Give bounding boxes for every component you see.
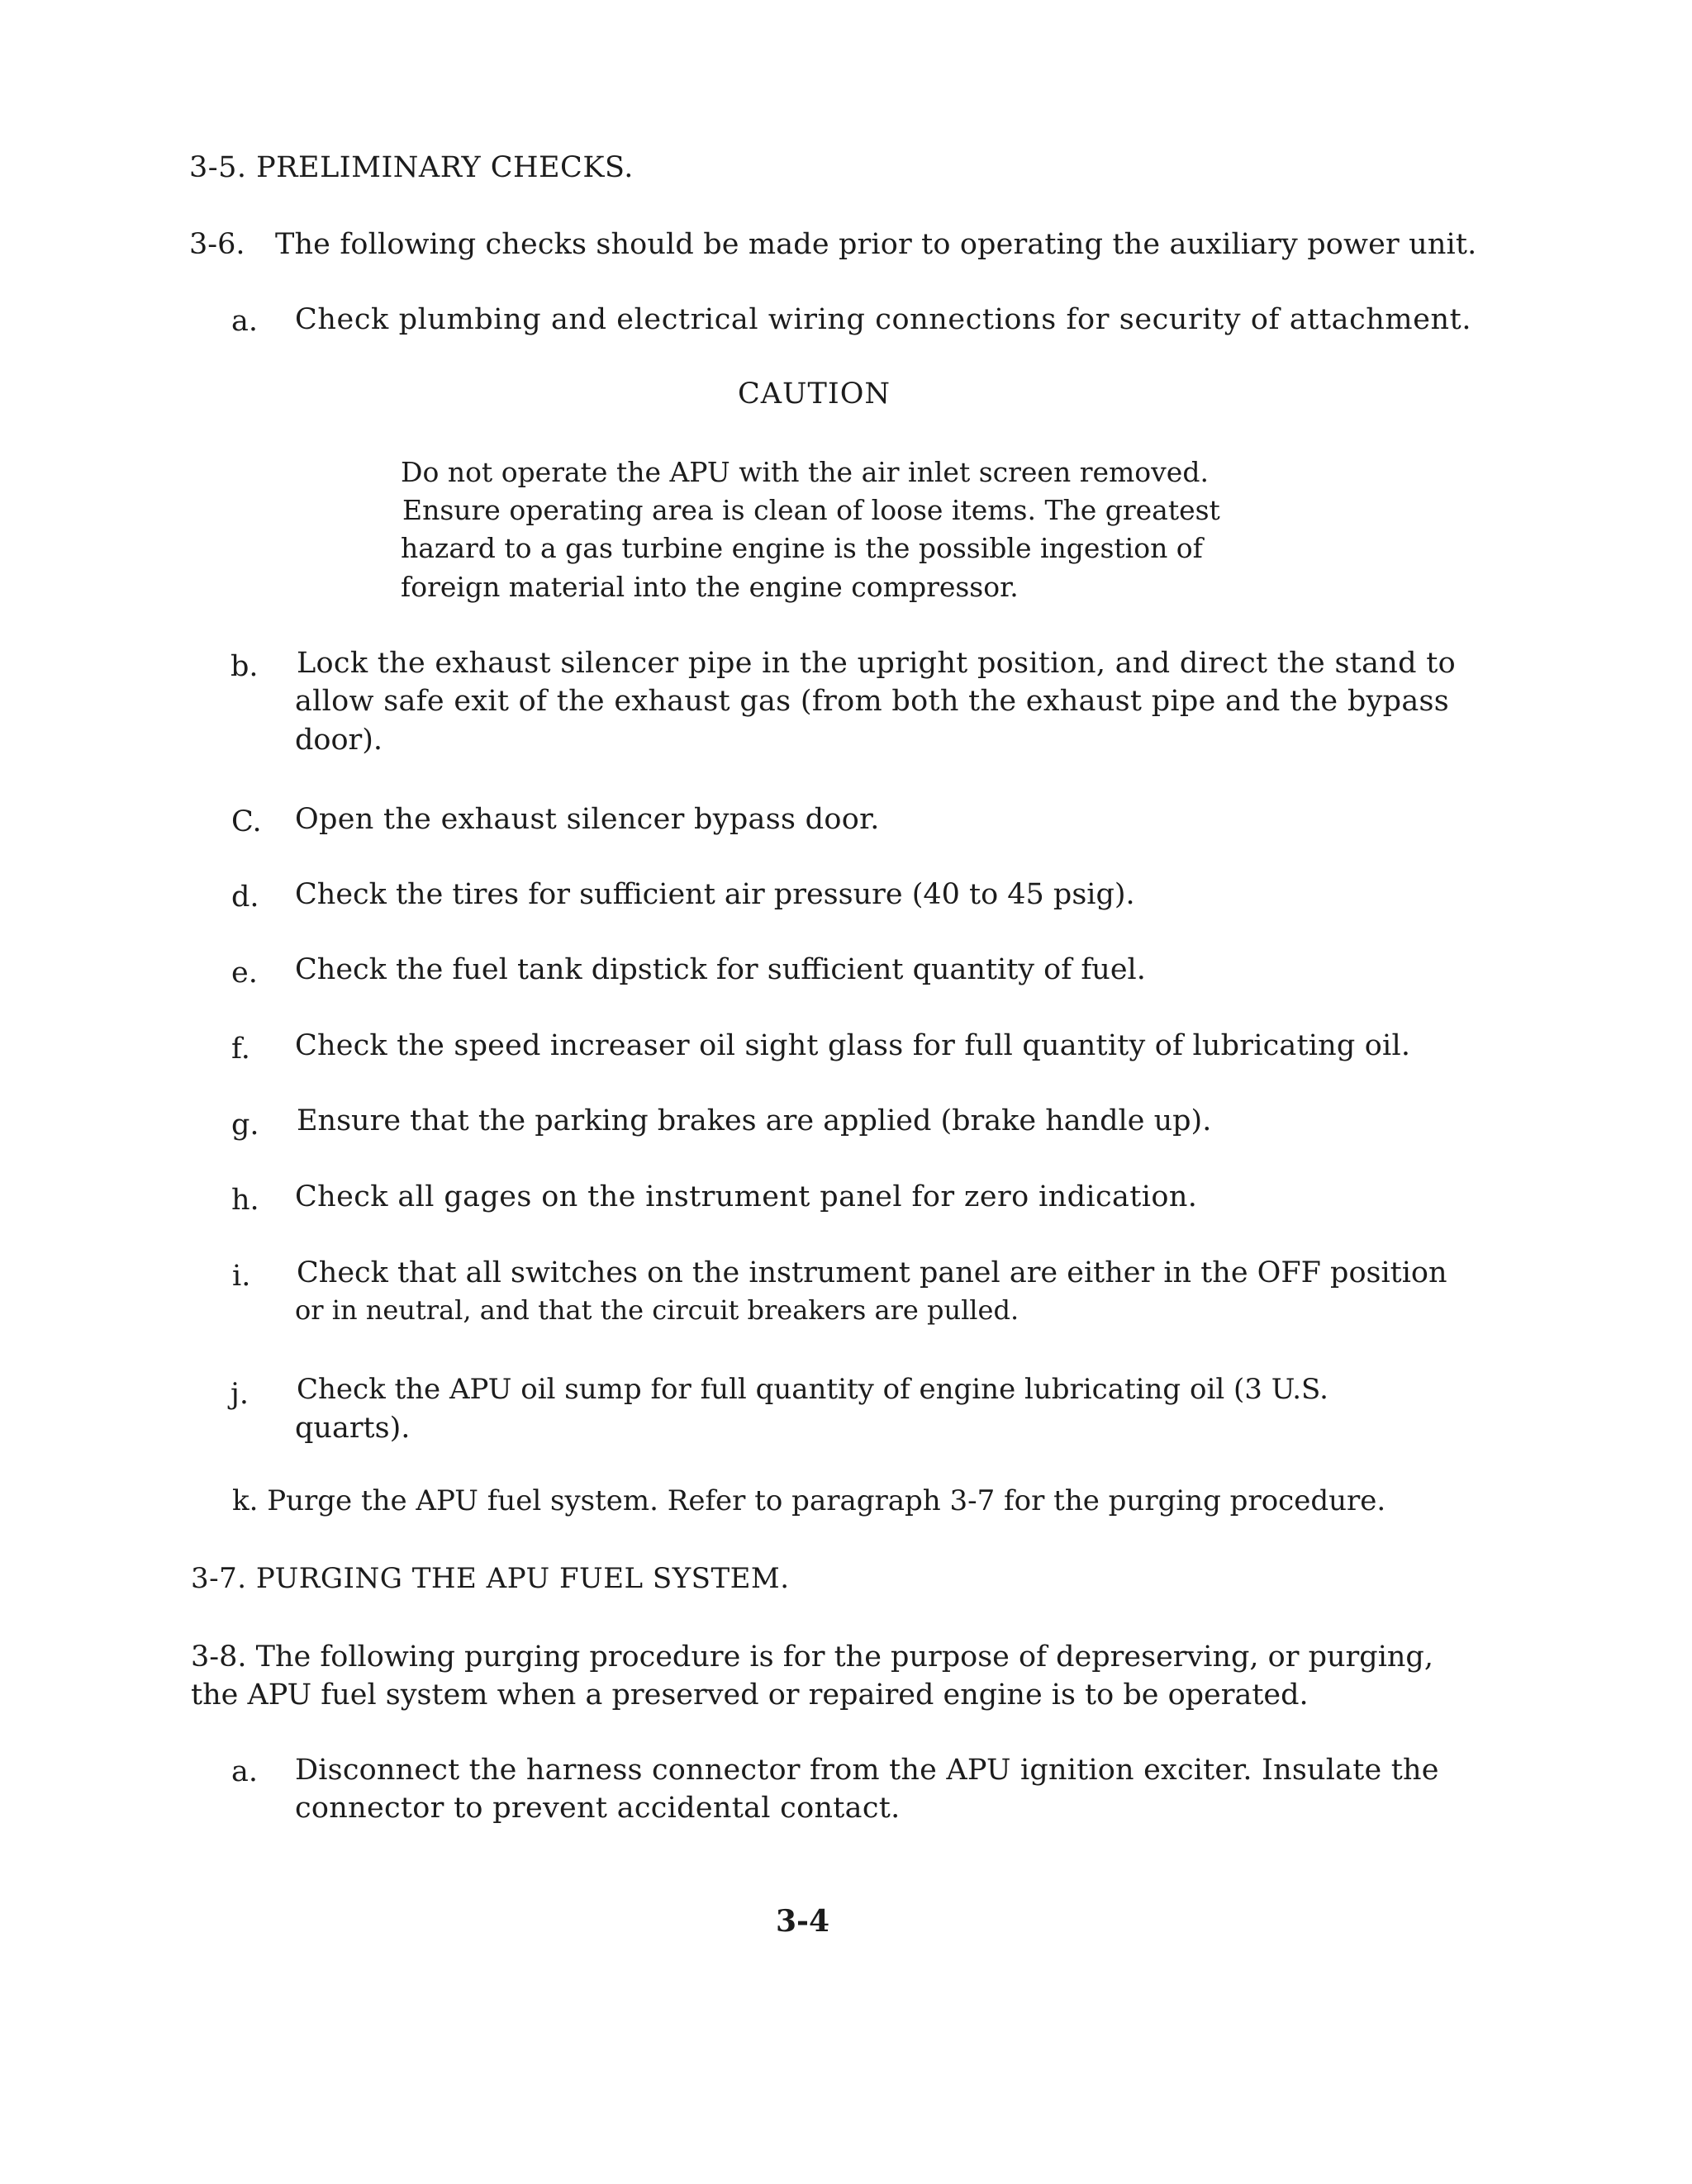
check-text-b-line-2: allow safe exit of the exhaust gas (from both the exhaust pipe and the bypass [295, 685, 1450, 718]
check-marker-c: C. [231, 805, 262, 838]
check-text-i-line-2: or in neutral, and that the circuit breakers are pulled. [295, 1294, 1019, 1326]
check-text-j-line-2: quarts). [295, 1412, 411, 1445]
check-marker-a: a. [231, 305, 258, 338]
page-number: 3-4 [776, 1904, 830, 1939]
purging-step-text-a-line-2: connector to prevent accidental contact. [295, 1792, 901, 1825]
paragraph-text-3-8-line-1: 3-8. The following purging procedure is for the purpose of depreserving, or purging, [191, 1640, 1433, 1674]
caution-line-2: Ensure operating area is clean of loose items. The greatest [402, 494, 1220, 526]
caution-title: CAUTION [738, 377, 891, 411]
check-text-c: Open the exhaust silencer bypass door. [295, 803, 880, 836]
purging-step-text-a-line-1: Disconnect the harness connector from the APU ignition exciter. Insulate the [295, 1754, 1439, 1787]
check-marker-d: d. [231, 881, 259, 914]
check-text-i-line-1: Check that all switches on the instrument panel are either in the OFF position [297, 1256, 1447, 1289]
check-text-g: Ensure that the parking brakes are applied (brake handle up). [297, 1104, 1212, 1137]
check-marker-j: j. [231, 1378, 249, 1411]
check-marker-i: i. [232, 1260, 251, 1293]
check-text-k: k. Purge the APU fuel system. Refer to paragraph 3-7 for the purging procedure. [232, 1484, 1386, 1517]
check-text-f: Check the speed increaser oil sight glass for full quantity of lubricating oil. [295, 1029, 1411, 1062]
check-text-d: Check the tires for sufficient air pressure (40 to 45 psig). [295, 878, 1135, 911]
check-text-j-line-1: Check the APU oil sump for full quantity of engine lubricating oil (3 U.S. [297, 1373, 1328, 1406]
caution-line-1: Do not operate the APU with the air inlet screen removed. [401, 456, 1209, 488]
check-marker-f: f. [231, 1033, 250, 1066]
caution-line-3: hazard to a gas turbine engine is the possible ingestion of [401, 532, 1203, 564]
section-heading-3-7: 3-7. PURGING THE APU FUEL SYSTEM. [191, 1562, 790, 1595]
check-marker-e: e. [231, 957, 258, 990]
paragraph-text-3-8-line-2: the APU fuel system when a preserved or repaired engine is to be operated. [191, 1678, 1309, 1712]
check-text-b-line-1: Lock the exhaust silencer pipe in the upright position, and direct the stand to [297, 647, 1456, 680]
check-text-a: Check plumbing and electrical wiring connections for security of attachment. [295, 303, 1472, 336]
check-marker-g: g. [231, 1109, 259, 1142]
paragraph-text-3-6: The following checks should be made prior to operating the auxiliary power unit. [275, 228, 1477, 261]
check-text-b-line-3: door). [295, 724, 383, 757]
check-marker-b: b. [231, 650, 259, 683]
section-heading-3-5: 3-5. PRELIMINARY CHECKS. [189, 151, 634, 184]
check-text-h: Check all gages on the instrument panel for zero indication. [295, 1180, 1198, 1213]
purging-step-marker-a: a. [231, 1755, 258, 1788]
check-text-e: Check the fuel tank dipstick for sufficient quantity of fuel. [295, 953, 1146, 986]
caution-line-4: foreign material into the engine compressor. [401, 571, 1019, 603]
check-marker-h: h. [231, 1184, 259, 1217]
paragraph-number-3-6: 3-6. [189, 228, 245, 261]
